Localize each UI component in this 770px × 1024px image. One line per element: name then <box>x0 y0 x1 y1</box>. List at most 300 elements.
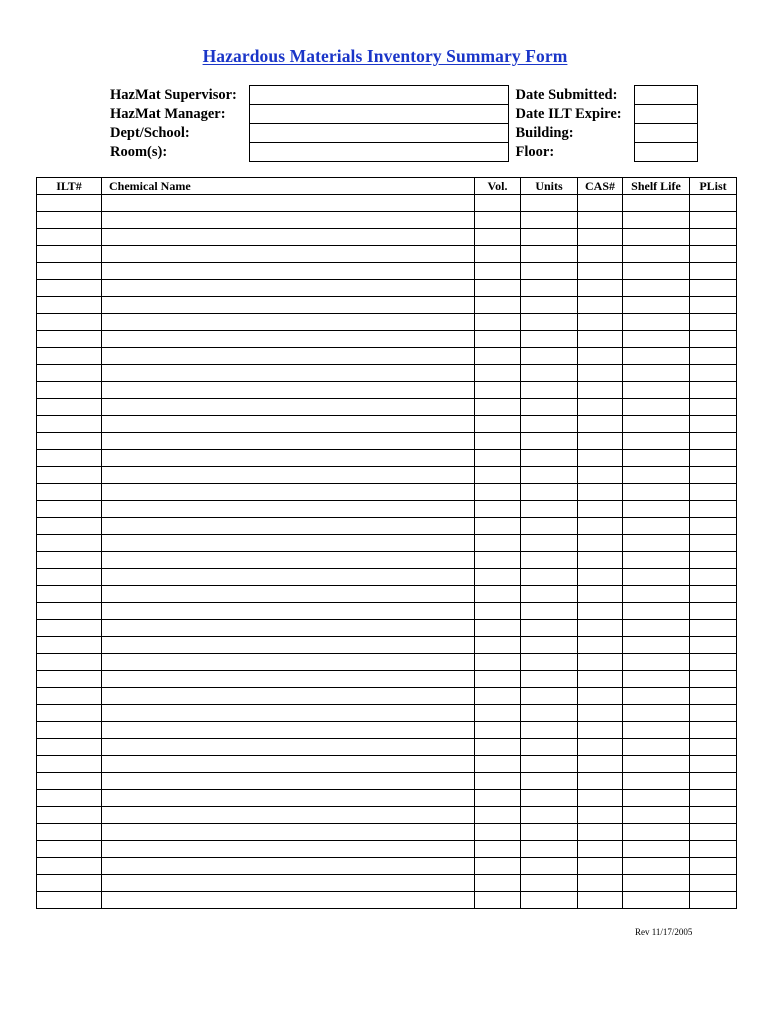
chemical-name-cell[interactable] <box>102 467 475 484</box>
chemical-name-cell[interactable] <box>102 263 475 280</box>
ilt-cell[interactable] <box>37 603 102 620</box>
units-cell[interactable] <box>521 518 578 535</box>
chemical-name-cell[interactable] <box>102 688 475 705</box>
shelf-life-cell[interactable] <box>623 331 690 348</box>
ilt-cell[interactable] <box>37 246 102 263</box>
units-cell[interactable] <box>521 263 578 280</box>
date-ilt-expire-field[interactable] <box>634 105 697 124</box>
cas-cell[interactable] <box>578 654 623 671</box>
shelf-life-cell[interactable] <box>623 892 690 909</box>
plist-cell[interactable] <box>690 399 737 416</box>
units-cell[interactable] <box>521 637 578 654</box>
cas-cell[interactable] <box>578 705 623 722</box>
cas-cell[interactable] <box>578 365 623 382</box>
chemical-name-cell[interactable] <box>102 348 475 365</box>
units-cell[interactable] <box>521 246 578 263</box>
cas-cell[interactable] <box>578 620 623 637</box>
units-cell[interactable] <box>521 841 578 858</box>
ilt-cell[interactable] <box>37 518 102 535</box>
chemical-name-cell[interactable] <box>102 841 475 858</box>
shelf-life-cell[interactable] <box>623 518 690 535</box>
shelf-life-cell[interactable] <box>623 841 690 858</box>
units-cell[interactable] <box>521 535 578 552</box>
units-cell[interactable] <box>521 195 578 212</box>
units-cell[interactable] <box>521 892 578 909</box>
shelf-life-cell[interactable] <box>623 552 690 569</box>
chemical-name-cell[interactable] <box>102 280 475 297</box>
vol-cell[interactable] <box>475 739 521 756</box>
cas-cell[interactable] <box>578 484 623 501</box>
vol-cell[interactable] <box>475 501 521 518</box>
plist-cell[interactable] <box>690 450 737 467</box>
shelf-life-cell[interactable] <box>623 195 690 212</box>
chemical-name-cell[interactable] <box>102 773 475 790</box>
ilt-cell[interactable] <box>37 552 102 569</box>
ilt-cell[interactable] <box>37 620 102 637</box>
vol-cell[interactable] <box>475 467 521 484</box>
cas-cell[interactable] <box>578 671 623 688</box>
vol-cell[interactable] <box>475 535 521 552</box>
units-cell[interactable] <box>521 603 578 620</box>
plist-cell[interactable] <box>690 705 737 722</box>
vol-cell[interactable] <box>475 875 521 892</box>
units-cell[interactable] <box>521 229 578 246</box>
vol-cell[interactable] <box>475 637 521 654</box>
shelf-life-cell[interactable] <box>623 314 690 331</box>
chemical-name-cell[interactable] <box>102 722 475 739</box>
units-cell[interactable] <box>521 280 578 297</box>
chemical-name-cell[interactable] <box>102 858 475 875</box>
vol-cell[interactable] <box>475 348 521 365</box>
shelf-life-cell[interactable] <box>623 569 690 586</box>
vol-cell[interactable] <box>475 246 521 263</box>
shelf-life-cell[interactable] <box>623 450 690 467</box>
shelf-life-cell[interactable] <box>623 688 690 705</box>
plist-cell[interactable] <box>690 263 737 280</box>
vol-cell[interactable] <box>475 416 521 433</box>
vol-cell[interactable] <box>475 722 521 739</box>
cas-cell[interactable] <box>578 535 623 552</box>
plist-cell[interactable] <box>690 773 737 790</box>
vol-cell[interactable] <box>475 807 521 824</box>
cas-cell[interactable] <box>578 807 623 824</box>
ilt-cell[interactable] <box>37 331 102 348</box>
plist-cell[interactable] <box>690 875 737 892</box>
hazmat-supervisor-field[interactable] <box>249 86 508 105</box>
plist-cell[interactable] <box>690 433 737 450</box>
plist-cell[interactable] <box>690 382 737 399</box>
units-cell[interactable] <box>521 450 578 467</box>
ilt-cell[interactable] <box>37 773 102 790</box>
vol-cell[interactable] <box>475 688 521 705</box>
vol-cell[interactable] <box>475 280 521 297</box>
chemical-name-cell[interactable] <box>102 433 475 450</box>
ilt-cell[interactable] <box>37 654 102 671</box>
units-cell[interactable] <box>521 365 578 382</box>
vol-cell[interactable] <box>475 450 521 467</box>
units-cell[interactable] <box>521 875 578 892</box>
shelf-life-cell[interactable] <box>623 790 690 807</box>
chemical-name-cell[interactable] <box>102 875 475 892</box>
vol-cell[interactable] <box>475 654 521 671</box>
plist-cell[interactable] <box>690 535 737 552</box>
shelf-life-cell[interactable] <box>623 773 690 790</box>
ilt-cell[interactable] <box>37 297 102 314</box>
cas-cell[interactable] <box>578 637 623 654</box>
ilt-cell[interactable] <box>37 450 102 467</box>
chemical-name-cell[interactable] <box>102 756 475 773</box>
cas-cell[interactable] <box>578 263 623 280</box>
ilt-cell[interactable] <box>37 280 102 297</box>
cas-cell[interactable] <box>578 552 623 569</box>
units-cell[interactable] <box>521 331 578 348</box>
cas-cell[interactable] <box>578 875 623 892</box>
shelf-life-cell[interactable] <box>623 671 690 688</box>
units-cell[interactable] <box>521 790 578 807</box>
cas-cell[interactable] <box>578 450 623 467</box>
shelf-life-cell[interactable] <box>623 501 690 518</box>
ilt-cell[interactable] <box>37 722 102 739</box>
shelf-life-cell[interactable] <box>623 705 690 722</box>
chemical-name-cell[interactable] <box>102 382 475 399</box>
ilt-cell[interactable] <box>37 586 102 603</box>
cas-cell[interactable] <box>578 399 623 416</box>
dept-school-field[interactable] <box>249 124 508 143</box>
chemical-name-cell[interactable] <box>102 620 475 637</box>
units-cell[interactable] <box>521 416 578 433</box>
ilt-cell[interactable] <box>37 858 102 875</box>
chemical-name-cell[interactable] <box>102 603 475 620</box>
units-cell[interactable] <box>521 739 578 756</box>
chemical-name-cell[interactable] <box>102 552 475 569</box>
units-cell[interactable] <box>521 314 578 331</box>
cas-cell[interactable] <box>578 518 623 535</box>
plist-cell[interactable] <box>690 671 737 688</box>
chemical-name-cell[interactable] <box>102 246 475 263</box>
shelf-life-cell[interactable] <box>623 756 690 773</box>
ilt-cell[interactable] <box>37 365 102 382</box>
shelf-life-cell[interactable] <box>623 280 690 297</box>
cas-cell[interactable] <box>578 688 623 705</box>
plist-cell[interactable] <box>690 246 737 263</box>
shelf-life-cell[interactable] <box>623 382 690 399</box>
date-submitted-field[interactable] <box>634 86 697 105</box>
shelf-life-cell[interactable] <box>623 586 690 603</box>
units-cell[interactable] <box>521 484 578 501</box>
chemical-name-cell[interactable] <box>102 892 475 909</box>
ilt-cell[interactable] <box>37 399 102 416</box>
chemical-name-cell[interactable] <box>102 365 475 382</box>
vol-cell[interactable] <box>475 195 521 212</box>
chemical-name-cell[interactable] <box>102 331 475 348</box>
cas-cell[interactable] <box>578 858 623 875</box>
plist-cell[interactable] <box>690 229 737 246</box>
units-cell[interactable] <box>521 688 578 705</box>
plist-cell[interactable] <box>690 467 737 484</box>
ilt-cell[interactable] <box>37 535 102 552</box>
shelf-life-cell[interactable] <box>623 807 690 824</box>
shelf-life-cell[interactable] <box>623 365 690 382</box>
cas-cell[interactable] <box>578 382 623 399</box>
vol-cell[interactable] <box>475 399 521 416</box>
cas-cell[interactable] <box>578 280 623 297</box>
units-cell[interactable] <box>521 671 578 688</box>
shelf-life-cell[interactable] <box>623 875 690 892</box>
ilt-cell[interactable] <box>37 348 102 365</box>
units-cell[interactable] <box>521 705 578 722</box>
shelf-life-cell[interactable] <box>623 297 690 314</box>
vol-cell[interactable] <box>475 773 521 790</box>
units-cell[interactable] <box>521 807 578 824</box>
plist-cell[interactable] <box>690 603 737 620</box>
vol-cell[interactable] <box>475 331 521 348</box>
vol-cell[interactable] <box>475 858 521 875</box>
hazmat-manager-field[interactable] <box>249 105 508 124</box>
plist-cell[interactable] <box>690 858 737 875</box>
plist-cell[interactable] <box>690 314 737 331</box>
ilt-cell[interactable] <box>37 807 102 824</box>
vol-cell[interactable] <box>475 705 521 722</box>
plist-cell[interactable] <box>690 756 737 773</box>
cas-cell[interactable] <box>578 892 623 909</box>
chemical-name-cell[interactable] <box>102 501 475 518</box>
shelf-life-cell[interactable] <box>623 603 690 620</box>
units-cell[interactable] <box>521 212 578 229</box>
vol-cell[interactable] <box>475 552 521 569</box>
ilt-cell[interactable] <box>37 892 102 909</box>
units-cell[interactable] <box>521 433 578 450</box>
plist-cell[interactable] <box>690 552 737 569</box>
chemical-name-cell[interactable] <box>102 314 475 331</box>
plist-cell[interactable] <box>690 518 737 535</box>
shelf-life-cell[interactable] <box>623 433 690 450</box>
ilt-cell[interactable] <box>37 433 102 450</box>
cas-cell[interactable] <box>578 195 623 212</box>
plist-cell[interactable] <box>690 637 737 654</box>
shelf-life-cell[interactable] <box>623 246 690 263</box>
ilt-cell[interactable] <box>37 382 102 399</box>
vol-cell[interactable] <box>475 212 521 229</box>
units-cell[interactable] <box>521 773 578 790</box>
plist-cell[interactable] <box>690 620 737 637</box>
plist-cell[interactable] <box>690 824 737 841</box>
shelf-life-cell[interactable] <box>623 416 690 433</box>
plist-cell[interactable] <box>690 348 737 365</box>
vol-cell[interactable] <box>475 382 521 399</box>
plist-cell[interactable] <box>690 297 737 314</box>
building-field[interactable] <box>634 124 697 143</box>
vol-cell[interactable] <box>475 569 521 586</box>
ilt-cell[interactable] <box>37 739 102 756</box>
chemical-name-cell[interactable] <box>102 518 475 535</box>
cas-cell[interactable] <box>578 841 623 858</box>
vol-cell[interactable] <box>475 841 521 858</box>
shelf-life-cell[interactable] <box>623 263 690 280</box>
chemical-name-cell[interactable] <box>102 484 475 501</box>
units-cell[interactable] <box>521 569 578 586</box>
chemical-name-cell[interactable] <box>102 637 475 654</box>
vol-cell[interactable] <box>475 603 521 620</box>
vol-cell[interactable] <box>475 671 521 688</box>
cas-cell[interactable] <box>578 229 623 246</box>
shelf-life-cell[interactable] <box>623 229 690 246</box>
units-cell[interactable] <box>521 348 578 365</box>
plist-cell[interactable] <box>690 212 737 229</box>
ilt-cell[interactable] <box>37 824 102 841</box>
cas-cell[interactable] <box>578 739 623 756</box>
plist-cell[interactable] <box>690 280 737 297</box>
vol-cell[interactable] <box>475 297 521 314</box>
plist-cell[interactable] <box>690 654 737 671</box>
cas-cell[interactable] <box>578 348 623 365</box>
units-cell[interactable] <box>521 824 578 841</box>
shelf-life-cell[interactable] <box>623 484 690 501</box>
cas-cell[interactable] <box>578 603 623 620</box>
ilt-cell[interactable] <box>37 263 102 280</box>
chemical-name-cell[interactable] <box>102 450 475 467</box>
plist-cell[interactable] <box>690 892 737 909</box>
units-cell[interactable] <box>521 501 578 518</box>
units-cell[interactable] <box>521 467 578 484</box>
plist-cell[interactable] <box>690 722 737 739</box>
cas-cell[interactable] <box>578 790 623 807</box>
chemical-name-cell[interactable] <box>102 790 475 807</box>
chemical-name-cell[interactable] <box>102 399 475 416</box>
units-cell[interactable] <box>521 756 578 773</box>
ilt-cell[interactable] <box>37 212 102 229</box>
chemical-name-cell[interactable] <box>102 824 475 841</box>
plist-cell[interactable] <box>690 688 737 705</box>
plist-cell[interactable] <box>690 484 737 501</box>
cas-cell[interactable] <box>578 467 623 484</box>
shelf-life-cell[interactable] <box>623 858 690 875</box>
ilt-cell[interactable] <box>37 229 102 246</box>
vol-cell[interactable] <box>475 314 521 331</box>
plist-cell[interactable] <box>690 569 737 586</box>
cas-cell[interactable] <box>578 756 623 773</box>
ilt-cell[interactable] <box>37 671 102 688</box>
ilt-cell[interactable] <box>37 569 102 586</box>
plist-cell[interactable] <box>690 195 737 212</box>
shelf-life-cell[interactable] <box>623 637 690 654</box>
shelf-life-cell[interactable] <box>623 722 690 739</box>
chemical-name-cell[interactable] <box>102 212 475 229</box>
chemical-name-cell[interactable] <box>102 416 475 433</box>
vol-cell[interactable] <box>475 518 521 535</box>
ilt-cell[interactable] <box>37 314 102 331</box>
cas-cell[interactable] <box>578 331 623 348</box>
plist-cell[interactable] <box>690 586 737 603</box>
vol-cell[interactable] <box>475 824 521 841</box>
ilt-cell[interactable] <box>37 790 102 807</box>
chemical-name-cell[interactable] <box>102 229 475 246</box>
ilt-cell[interactable] <box>37 637 102 654</box>
ilt-cell[interactable] <box>37 501 102 518</box>
vol-cell[interactable] <box>475 892 521 909</box>
shelf-life-cell[interactable] <box>623 620 690 637</box>
units-cell[interactable] <box>521 722 578 739</box>
chemical-name-cell[interactable] <box>102 739 475 756</box>
rooms-field[interactable] <box>249 143 508 162</box>
chemical-name-cell[interactable] <box>102 654 475 671</box>
cas-cell[interactable] <box>578 433 623 450</box>
shelf-life-cell[interactable] <box>623 535 690 552</box>
units-cell[interactable] <box>521 858 578 875</box>
ilt-cell[interactable] <box>37 875 102 892</box>
cas-cell[interactable] <box>578 773 623 790</box>
vol-cell[interactable] <box>475 229 521 246</box>
plist-cell[interactable] <box>690 841 737 858</box>
units-cell[interactable] <box>521 586 578 603</box>
cas-cell[interactable] <box>578 212 623 229</box>
shelf-life-cell[interactable] <box>623 467 690 484</box>
ilt-cell[interactable] <box>37 841 102 858</box>
chemical-name-cell[interactable] <box>102 535 475 552</box>
cas-cell[interactable] <box>578 297 623 314</box>
shelf-life-cell[interactable] <box>623 399 690 416</box>
ilt-cell[interactable] <box>37 467 102 484</box>
ilt-cell[interactable] <box>37 195 102 212</box>
plist-cell[interactable] <box>690 790 737 807</box>
units-cell[interactable] <box>521 552 578 569</box>
chemical-name-cell[interactable] <box>102 807 475 824</box>
ilt-cell[interactable] <box>37 756 102 773</box>
shelf-life-cell[interactable] <box>623 348 690 365</box>
cas-cell[interactable] <box>578 569 623 586</box>
vol-cell[interactable] <box>475 365 521 382</box>
chemical-name-cell[interactable] <box>102 195 475 212</box>
ilt-cell[interactable] <box>37 484 102 501</box>
vol-cell[interactable] <box>475 620 521 637</box>
cas-cell[interactable] <box>578 314 623 331</box>
vol-cell[interactable] <box>475 586 521 603</box>
plist-cell[interactable] <box>690 331 737 348</box>
cas-cell[interactable] <box>578 246 623 263</box>
vol-cell[interactable] <box>475 263 521 280</box>
chemical-name-cell[interactable] <box>102 297 475 314</box>
units-cell[interactable] <box>521 399 578 416</box>
shelf-life-cell[interactable] <box>623 212 690 229</box>
cas-cell[interactable] <box>578 416 623 433</box>
vol-cell[interactable] <box>475 756 521 773</box>
vol-cell[interactable] <box>475 433 521 450</box>
units-cell[interactable] <box>521 382 578 399</box>
chemical-name-cell[interactable] <box>102 671 475 688</box>
shelf-life-cell[interactable] <box>623 739 690 756</box>
floor-field[interactable] <box>634 143 697 162</box>
plist-cell[interactable] <box>690 739 737 756</box>
plist-cell[interactable] <box>690 365 737 382</box>
plist-cell[interactable] <box>690 416 737 433</box>
vol-cell[interactable] <box>475 484 521 501</box>
chemical-name-cell[interactable] <box>102 569 475 586</box>
vol-cell[interactable] <box>475 790 521 807</box>
units-cell[interactable] <box>521 654 578 671</box>
plist-cell[interactable] <box>690 807 737 824</box>
cas-cell[interactable] <box>578 824 623 841</box>
chemical-name-cell[interactable] <box>102 705 475 722</box>
shelf-life-cell[interactable] <box>623 654 690 671</box>
ilt-cell[interactable] <box>37 688 102 705</box>
plist-cell[interactable] <box>690 501 737 518</box>
chemical-name-cell[interactable] <box>102 586 475 603</box>
ilt-cell[interactable] <box>37 416 102 433</box>
units-cell[interactable] <box>521 297 578 314</box>
ilt-cell[interactable] <box>37 705 102 722</box>
cas-cell[interactable] <box>578 586 623 603</box>
cas-cell[interactable] <box>578 501 623 518</box>
units-cell[interactable] <box>521 620 578 637</box>
